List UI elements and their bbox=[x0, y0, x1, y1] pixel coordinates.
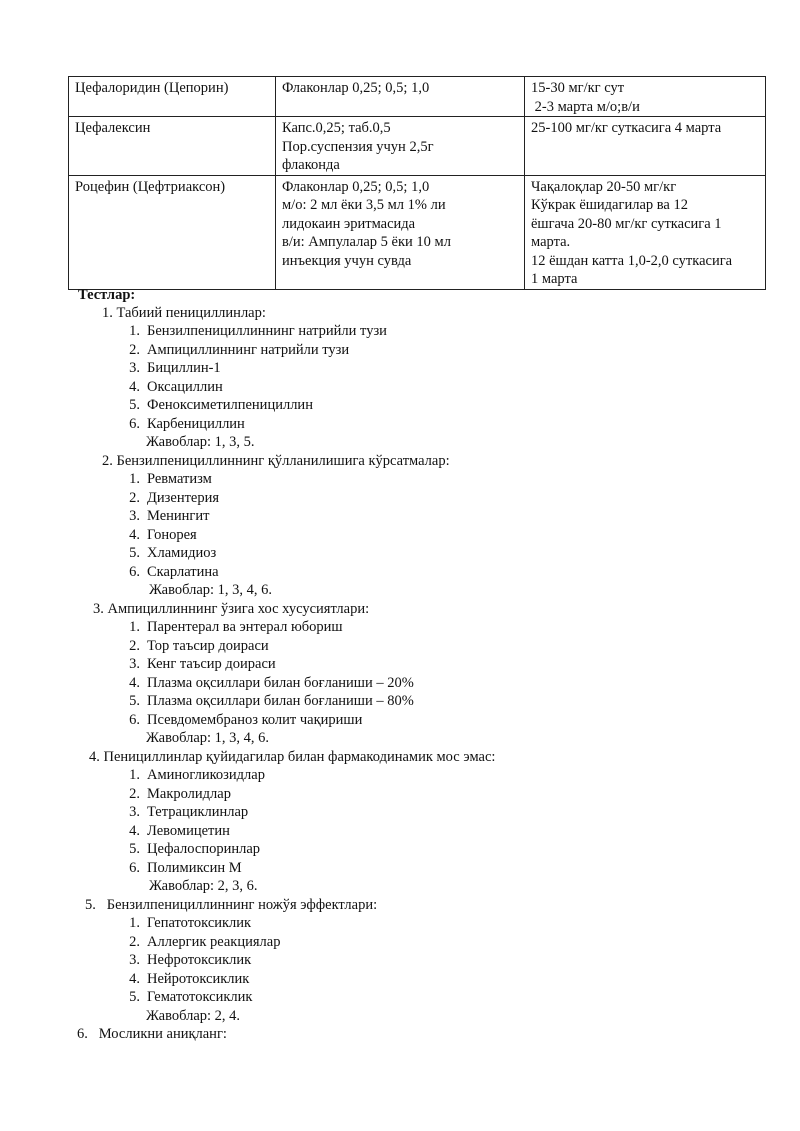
drug-table bbox=[68, 76, 766, 290]
option-item: 4. Гонорея bbox=[129, 527, 197, 543]
option-text: Кенг таъсир доираси bbox=[147, 656, 276, 672]
table-row bbox=[69, 77, 766, 117]
option-text: Хламидиоз bbox=[147, 545, 217, 561]
option-text: Дизентерия bbox=[147, 490, 220, 506]
dose-line: марта. bbox=[531, 234, 571, 250]
drug-name-cell bbox=[69, 175, 276, 289]
form-line: в/и: Ампулалар 5 ёки 10 мл bbox=[282, 234, 451, 250]
option-item: 6. Псевдомембраноз колит чақириши bbox=[129, 712, 363, 728]
option-text: Ревматизм bbox=[147, 471, 212, 487]
option-text: Гематотоксиклик bbox=[147, 989, 253, 1005]
answer-line: Жавоблар: 1, 3, 4, 6. bbox=[149, 582, 273, 598]
option-text: Парентерал ва энтерал юбориш bbox=[147, 619, 343, 635]
option-text: Менингит bbox=[147, 508, 210, 524]
option-text: Бициллин-1 bbox=[147, 360, 221, 376]
drug-name-cell bbox=[69, 77, 276, 117]
option-text: Тетрациклинлар bbox=[147, 804, 249, 820]
answer-line: Жавоблар: 1, 3, 5. bbox=[146, 434, 255, 450]
form-line: флаконда bbox=[282, 157, 340, 173]
option-item: 2. Тор таъсир доираси bbox=[129, 638, 269, 654]
option-text: Аллергик реакциялар bbox=[147, 934, 281, 950]
option-item: 5. Цефалоспоринлар bbox=[129, 841, 261, 857]
tests-heading: Тестлар: bbox=[78, 287, 136, 303]
option-text: Левомицетин bbox=[147, 823, 230, 839]
option-text: Оксациллин bbox=[147, 379, 223, 395]
dose-line: ёшгача 20-80 мг/кг суткасига 1 bbox=[531, 215, 722, 232]
option-item: 5. Гематотоксиклик bbox=[129, 989, 253, 1005]
option-text: Макролидлар bbox=[147, 786, 231, 802]
answer-line: Жавоблар: 2, 3, 6. bbox=[149, 878, 258, 894]
option-item: 3. Тетрациклинлар bbox=[129, 804, 249, 820]
option-item: 1. Гепатотоксиклик bbox=[129, 915, 252, 931]
option-text: Гепатотоксиклик bbox=[147, 915, 252, 931]
option-item: 5. Феноксиметилпенициллин bbox=[129, 397, 313, 413]
form-line: Флаконлар 0,25; 0,5; 1,0 bbox=[282, 178, 430, 195]
drug-name-cell bbox=[69, 117, 276, 176]
drug-name: Роцефин (Цефтриаксон) bbox=[75, 178, 226, 195]
option-item: 5. Плазма оқсиллари билан боғланиши – 80% bbox=[129, 693, 414, 709]
option-item: 1. Бензилпенициллиннинг натрийли тузи bbox=[129, 323, 387, 339]
option-item: 5. Хламидиоз bbox=[129, 545, 217, 561]
option-text: Плазма оқсиллари билан боғланиши – 80% bbox=[147, 693, 414, 709]
option-text: Нефротоксиклик bbox=[147, 952, 252, 968]
dose-line: Кўкрак ёшидагилар ва 12 bbox=[531, 197, 688, 213]
question-title: 2. Бензилпенициллиннинг қўлланилишига кўрсатмалар: bbox=[102, 453, 450, 469]
option-item: 2. Ампициллиннинг натрийли тузи bbox=[129, 342, 350, 358]
form-line: Флаконлар 0,25; 0,5; 1,0 bbox=[282, 80, 430, 96]
form-line: Капс.0,25; таб.0,5 bbox=[282, 120, 391, 136]
drug-form-cell bbox=[276, 117, 525, 176]
option-text: Феноксиметилпенициллин bbox=[147, 397, 313, 413]
option-item: 4. Левомицетин bbox=[129, 823, 230, 839]
form-line: м/о: 2 мл ёки 3,5 мл 1% ли bbox=[282, 197, 446, 213]
option-text: Полимиксин М bbox=[147, 860, 242, 876]
question-title: 6. Мосликни аниқланг: bbox=[77, 1026, 227, 1042]
option-item: 1. Ревматизм bbox=[129, 471, 212, 487]
option-text: Гонорея bbox=[147, 527, 197, 543]
drug-dose-cell bbox=[525, 175, 766, 289]
option-text: Псевдомембраноз колит чақириши bbox=[147, 712, 363, 728]
drug-form-cell bbox=[276, 77, 525, 117]
option-item: 3. Менингит bbox=[129, 508, 210, 524]
dose-line: 1 марта bbox=[531, 271, 578, 287]
option-item: 2. Макролидлар bbox=[129, 786, 231, 802]
dose-line: Чақалоқлар 20-50 мг/кг bbox=[531, 178, 677, 195]
question-title: 4. Пенициллинлар қуйидагилар билан фармакодинамик мос эмас: bbox=[89, 749, 496, 765]
option-text: Скарлатина bbox=[147, 564, 219, 580]
option-item: 2. Аллергик реакциялар bbox=[129, 934, 281, 950]
option-text: Цефалоспоринлар bbox=[147, 841, 261, 857]
option-text: Аминогликозидлар bbox=[147, 767, 265, 783]
dose-line: 12 ёшдан катта 1,0-2,0 суткасига bbox=[531, 252, 733, 269]
dose-line: 2-3 марта м/о;в/и bbox=[531, 98, 640, 115]
option-item: 4. Нейротоксиклик bbox=[129, 971, 250, 987]
option-item: 2. Дизентерия bbox=[129, 490, 220, 506]
answer-line: Жавоблар: 1, 3, 4, 6. bbox=[146, 730, 270, 746]
option-text: Ампициллиннинг натрийли тузи bbox=[147, 342, 350, 358]
drug-name: Цефалоридин (Цепорин) bbox=[75, 80, 229, 96]
question-title: 1. Табиий пенициллинлар: bbox=[102, 305, 266, 321]
form-line: Пор.суспензия учун 2,5г bbox=[282, 138, 434, 155]
option-item: 6. Полимиксин М bbox=[129, 860, 242, 876]
drug-dose-cell bbox=[525, 117, 766, 176]
form-line: инъекция учун сувда bbox=[282, 252, 412, 269]
option-text: Карбенициллин bbox=[147, 416, 245, 432]
option-item: 6. Скарлатина bbox=[129, 564, 219, 580]
drug-dose-cell bbox=[525, 77, 766, 117]
table-row bbox=[69, 175, 766, 289]
dose-line: 15-30 мг/кг сут bbox=[531, 80, 625, 96]
question-title: 3. Ампициллиннинг ўзига хос хусусиятлари: bbox=[93, 601, 370, 617]
option-item: 4. Оксациллин bbox=[129, 379, 223, 395]
option-item: 3. Бициллин-1 bbox=[129, 360, 221, 376]
drug-form-cell bbox=[276, 175, 525, 289]
question-title: 5. Бензилпенициллиннинг ножўя эффектлари: bbox=[85, 897, 378, 913]
option-item: 1. Аминогликозидлар bbox=[129, 767, 265, 783]
option-item: 6. Карбенициллин bbox=[129, 416, 245, 432]
dose-line: 25-100 мг/кг суткасига 4 марта bbox=[531, 120, 722, 136]
option-text: Тор таъсир доираси bbox=[147, 638, 269, 654]
answer-line: Жавоблар: 2, 4. bbox=[146, 1008, 241, 1024]
option-text: Бензилпенициллиннинг натрийли тузи bbox=[147, 323, 387, 339]
table-row bbox=[69, 117, 766, 176]
option-item: 3. Кенг таъсир доираси bbox=[129, 656, 276, 672]
option-item: 4. Плазма оқсиллари билан боғланиши – 20% bbox=[129, 675, 414, 691]
option-text: Нейротоксиклик bbox=[147, 971, 250, 987]
option-item: 1. Парентерал ва энтерал юбориш bbox=[129, 619, 343, 635]
option-item: 3. Нефротоксиклик bbox=[129, 952, 252, 968]
form-line: лидокаин эритмасида bbox=[282, 215, 416, 232]
drug-name: Цефалексин bbox=[75, 120, 151, 136]
option-text: Плазма оқсиллари билан боғланиши – 20% bbox=[147, 675, 414, 691]
